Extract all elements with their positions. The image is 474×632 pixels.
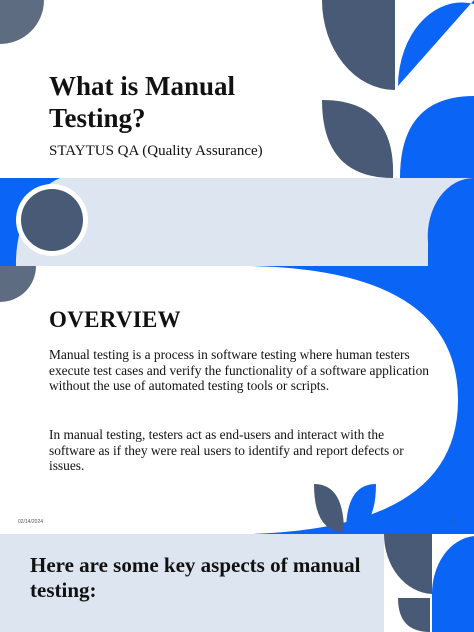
footer-date: 02/14/2024 <box>18 519 44 525</box>
key-aspects-slide <box>0 534 474 632</box>
overview-paragraph: In manual testing, testers act as end-users and interact with the software as if they were real users to identify and report defects or issues. <box>49 427 404 473</box>
slide-title: What is Manual Testing? <box>49 71 236 133</box>
section-divider-slide <box>0 178 474 266</box>
slide-subtitle: STAYTUS QA (Quality Assurance) <box>49 143 263 159</box>
overview-paragraph: Manual testing is a process in software testing where human testers execute test cases and verify the functionality of a software application without the use of automated testing tools or scripts. <box>49 347 429 393</box>
leaf-shape <box>322 100 393 178</box>
leaf-shape <box>384 534 432 594</box>
leaf-shape <box>322 0 395 90</box>
leaf-shape <box>400 96 474 178</box>
leaf-shape <box>398 0 474 86</box>
leaf-shape <box>428 178 474 266</box>
overview-slide <box>0 266 474 534</box>
leaf-shape <box>398 598 430 632</box>
leaf-shape <box>314 484 344 532</box>
circle-shape <box>21 189 83 251</box>
title-slide <box>0 0 474 178</box>
page-number: 2 <box>452 519 455 525</box>
section-heading: OVERVIEW <box>49 307 181 332</box>
divider-decoration <box>0 178 474 266</box>
leaf-shape <box>432 534 474 632</box>
slide-heading: Here are some key aspects of manual testing: <box>30 553 361 602</box>
quarter-circle-shape <box>0 0 44 44</box>
quarter-circle-shape <box>0 266 36 302</box>
